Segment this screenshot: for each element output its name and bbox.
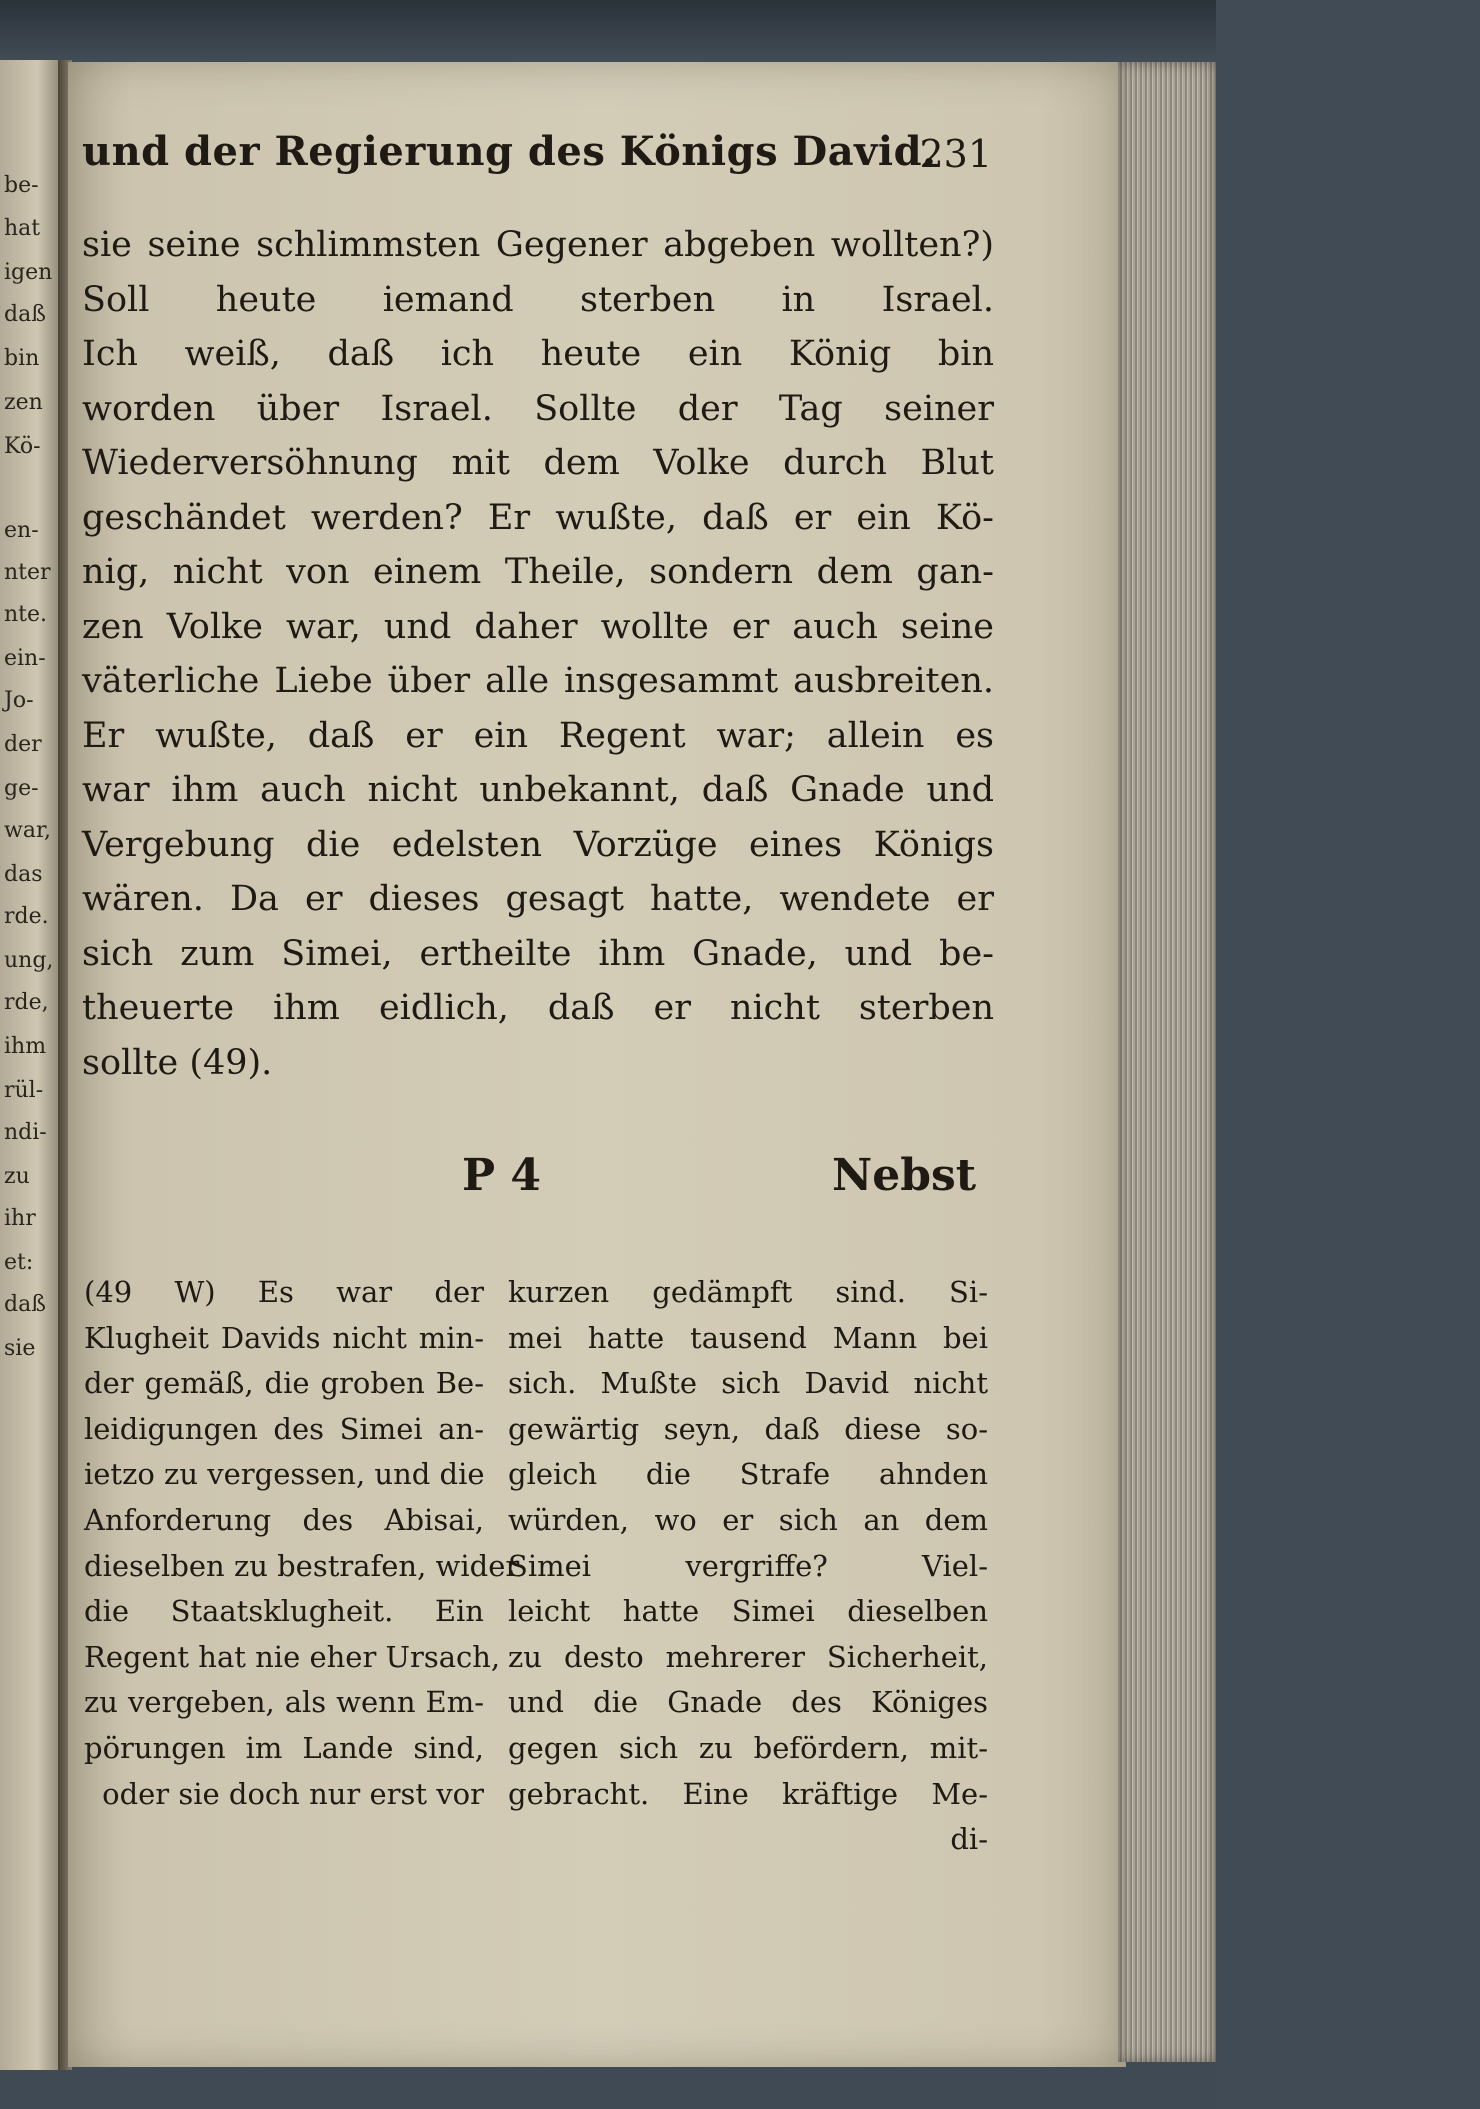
- footnote-line: Klugheit Davids nicht min-: [84, 1320, 484, 1355]
- footnote-line: kurzen gedämpft sind. Si-: [508, 1275, 988, 1309]
- previous-page-fragment: hat: [4, 216, 41, 241]
- previous-page-fragment: ge-: [4, 776, 39, 801]
- text-line: zen Volke war, und daher wollte er auch seine: [82, 606, 994, 647]
- previous-page-fragment: be-: [4, 173, 39, 198]
- footnote-line: ietzo zu vergessen, und die: [84, 1457, 485, 1492]
- previous-page-fragment: bin: [4, 346, 40, 371]
- footnote-line: zu vergeben, als wenn Em-: [84, 1685, 484, 1720]
- previous-page-fragment: nter: [4, 560, 51, 585]
- text-line: sich zum Simei, ertheilte ihm Gnade, und be-: [82, 933, 994, 974]
- footnote-line: der gemäß, die groben Be-: [84, 1366, 484, 1401]
- previous-page-fragment: rül-: [4, 1078, 44, 1103]
- signature-mark: P 4: [462, 1150, 542, 1201]
- previous-page-fragment: daß: [4, 302, 46, 327]
- footnote-line: leidigungen des Simei an-: [84, 1411, 484, 1446]
- previous-page-fragment: ihr: [4, 1206, 36, 1231]
- previous-page-fragment: daß: [4, 1292, 46, 1317]
- previous-page-fragment: zu: [4, 1164, 30, 1189]
- footnote-line: und die Gnade des Königes: [508, 1685, 988, 1720]
- text-line: Soll heute iemand sterben in Israel.: [82, 279, 994, 320]
- previous-page-fragment: sie: [4, 1336, 36, 1361]
- footnote-column-right: [508, 1270, 988, 1863]
- footnote-line: gewärtig seyn, daß diese so-: [508, 1411, 988, 1446]
- previous-page-fragment: ndi-: [4, 1120, 47, 1145]
- main-text-block: [82, 218, 994, 1090]
- text-line: Er wußte, daß er ein Regent war; allein es: [82, 715, 994, 756]
- text-line: war ihm auch nicht unbekannt, daß Gnade und: [82, 770, 994, 810]
- previous-page-fragment: en-: [4, 518, 39, 543]
- text-line: nig, nicht von einem Theile, sondern dem gan-: [82, 552, 994, 592]
- previous-page-fragment: der: [4, 732, 42, 757]
- previous-page-fragment: war,: [4, 818, 52, 843]
- footnote-line: (49 W) Es war der: [84, 1275, 484, 1309]
- footnote-line: sich. Mußte sich David nicht: [508, 1366, 988, 1401]
- previous-page-fragment: ihm: [4, 1034, 47, 1059]
- previous-page-fragment: Kö-: [4, 434, 41, 459]
- footnote-line: Simei vergriffe? Viel-: [508, 1548, 988, 1583]
- previous-page-fragment: rde,: [4, 990, 49, 1015]
- footnote-line: Anforderung des Abisai,: [84, 1502, 484, 1537]
- text-line: worden über Israel. Sollte der Tag seiner: [82, 388, 994, 429]
- previous-page-fragment: et:: [4, 1250, 34, 1275]
- footnote-line: die Staatsklugheit. Ein: [84, 1594, 484, 1629]
- previous-page-fragment: das: [4, 862, 43, 887]
- footnote-line: gebracht. Eine kräftige Me-: [508, 1776, 988, 1811]
- previous-page-fragment: Jo-: [4, 688, 34, 713]
- previous-page-fragment: nte.: [4, 602, 48, 627]
- catchword: Nebst: [832, 1150, 977, 1201]
- text-line: sollte (49).: [82, 1042, 273, 1083]
- footnote-line: mei hatte tausend Mann bei: [508, 1320, 988, 1355]
- footnote-line: di-: [950, 1822, 988, 1857]
- footnote-column-left: [84, 1270, 520, 1817]
- header-title: und der Regierung des Königs David.: [82, 128, 937, 175]
- footnote-line: leicht hatte Simei dieselben: [508, 1594, 988, 1629]
- previous-page-fragment: ung,: [4, 948, 54, 973]
- text-line: wären. Da er dieses gesagt hatte, wendete er: [82, 879, 994, 919]
- footnote-line: würden, wo er sich an dem: [508, 1502, 988, 1537]
- previous-page-fragment: zen: [4, 390, 43, 415]
- text-line: Vergebung die edelsten Vorzüge eines Königs: [82, 824, 994, 865]
- footnote-line: pörungen im Lande sind,: [84, 1730, 484, 1765]
- page-stack-edges: [1118, 62, 1216, 2062]
- text-line: väterliche Liebe über alle insgesammt ausbreiten.: [82, 661, 994, 701]
- page-number: 231: [919, 132, 992, 176]
- text-line: Wiederversöhnung mit dem Volke durch Blut: [82, 443, 994, 483]
- previous-page-edge: [0, 60, 62, 2070]
- text-line: theuerte ihm eidlich, daß er nicht sterben: [82, 988, 994, 1028]
- text-line: sie seine schlimmsten Gegener abgeben wollten?): [82, 225, 994, 265]
- footnote-line: oder sie doch nur erst vor: [102, 1776, 484, 1811]
- footnote-line: zu desto mehrerer Sicherheit,: [508, 1639, 988, 1674]
- previous-page-fragment: rde.: [4, 904, 49, 929]
- previous-page-fragment: ein-: [4, 646, 46, 671]
- text-line: geschändet werden? Er wußte, daß er ein Kö-: [82, 497, 994, 538]
- footnote-line: gegen sich zu befördern, mit-: [508, 1730, 988, 1765]
- text-line: Ich weiß, daß ich heute ein König bin: [82, 334, 994, 374]
- footnote-line: Regent hat nie eher Ursach,: [84, 1639, 501, 1674]
- background-right: [1216, 0, 1480, 2109]
- footnote-line: gleich die Strafe ahnden: [508, 1457, 988, 1492]
- previous-page-fragment: igen: [4, 260, 53, 285]
- footnote-line: dieselben zu bestrafen, wider: [84, 1548, 520, 1583]
- running-header: [82, 128, 992, 188]
